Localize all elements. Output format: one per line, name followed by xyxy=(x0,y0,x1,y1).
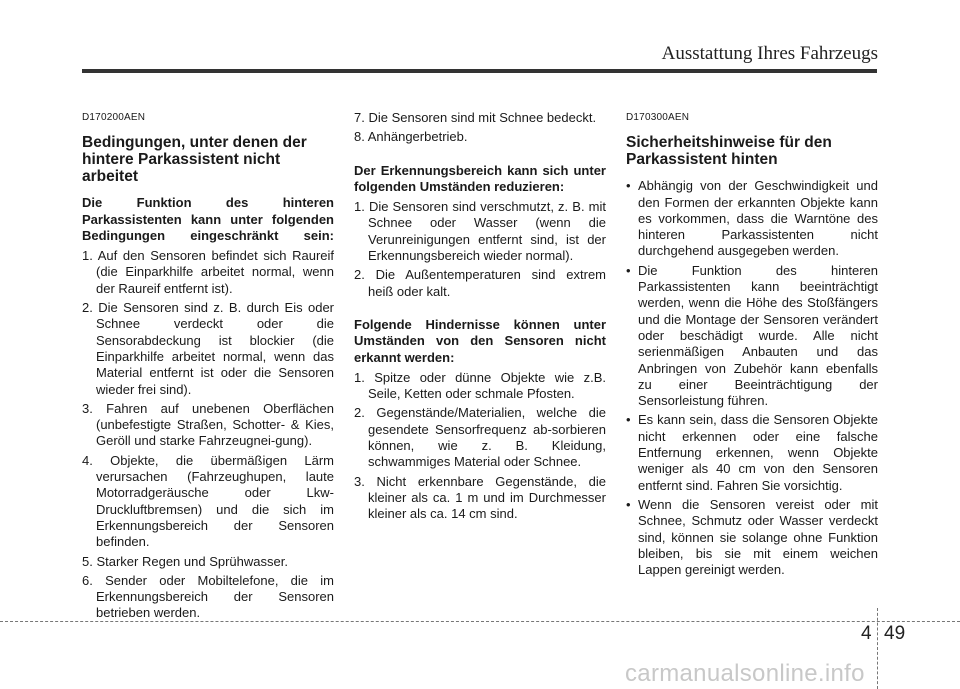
list-item: 1. Spitze oder dünne Objekte wie z.B. Seile, Ketten oder schmale Pfosten. xyxy=(354,369,606,402)
list-item: 3. Fahren auf unebenen Oberflächen (unbefestigte Straßen, Schotter- & Kies, Geröll und starke Fahrzeugnei-gung). xyxy=(82,400,334,449)
intro-text: Die Funktion des hinteren Parkassistenten kann unter folgenden Bedingungen eingeschränkt sein: xyxy=(82,195,334,243)
list-item: 2. Die Sensoren sind z. B. durch Eis oder Schnee verdeckt oder die Sensorabdeckung ist blockier (die Einparkhilfe arbeitet normal, wenn das Material entfernt ist oder die Sensoren wieder frei sind). xyxy=(82,300,334,397)
subheading-obstacles: Folgende Hindernisse können unter Umständen von den Sensoren nicht erkannt werden: xyxy=(354,316,606,365)
conditions-list-continued xyxy=(354,110,606,146)
range-list xyxy=(354,199,606,300)
section-code: D170200AEN xyxy=(82,112,146,123)
section-heading: Sicherheitshinweise für den Parkassistent hinten xyxy=(626,134,832,169)
bullet-item xyxy=(626,497,878,578)
list-item: 8. Anhängerbetrieb. xyxy=(354,129,468,145)
bullet-item xyxy=(626,263,878,410)
footer-rule xyxy=(0,621,960,622)
bullet-text: Wenn die Sensoren vereist oder mit Schnee, Schmutz oder Wasser verdeckt sind, können sie solange ohne Funktion bleiben, bis sie mit einem weichen Lappen gereinigt werden. xyxy=(638,496,878,578)
list-item: 2. Die Außentemperaturen sind extrem heiß oder kalt. xyxy=(354,267,606,299)
page-number: 49 xyxy=(884,623,906,644)
obstacles-list xyxy=(354,370,606,523)
list-item: 4. Objekte, die übermäßigen Lärm verursachen (Fahrzeughupen, laute Motorradgeräusche oder Lkw-Druckluftbremsen) und die sich im Erkennungsbereich der Sensoren befinden. xyxy=(82,452,334,550)
list-item: 2. Gegenstände/Materialien, welche die gesendete Sensorfrequenz ab-sorbieren können, wie z. B. Kleidung, schwammiges Material oder Schnee. xyxy=(354,405,606,470)
column-1 xyxy=(82,110,334,626)
chapter-number: 4 xyxy=(861,623,872,644)
bullet-item xyxy=(626,412,878,493)
bullet-text: Es kann sein, dass die Sensoren Objekte nicht erkennen oder eine falsche Entfernung erkennen, wenn Objekte weniger als 40 cm von den Sensoren entfernt sind. Fahren Sie vorsichtig. xyxy=(638,412,878,493)
footer-divider xyxy=(877,608,878,689)
safety-list xyxy=(626,178,878,578)
bullet-text: Die Funktion des hinteren Parkassistenten kann beeinträchtigt werden, wenn die Höhe des Stoßfängers und die Montage der Sensoren verändert oder beschädigt wurde. Alle nicht serienmäßigen Anbauten und das Anbringen von Zubehör kann ebenfalls zu einer Beeinträchtigung der Sensorleistung führen. xyxy=(638,262,878,409)
conditions-list xyxy=(82,248,334,622)
column-2 xyxy=(354,110,606,527)
column-3 xyxy=(626,110,878,581)
watermark: carmanualsonline.info xyxy=(625,660,865,687)
list-item: 3. Nicht erkennbare Gegenstände, die kleiner als ca. 1 m und im Durchmesser kleiner als ca. 14 cm sind. xyxy=(354,473,606,522)
bullet-item xyxy=(626,178,878,259)
list-item: 6. Sender oder Mobiltelefone, die im Erkennungsbereich der Sensoren betrieben werden. xyxy=(82,572,334,621)
list-item: 5. Starker Regen und Sprühwasser. xyxy=(82,553,288,569)
section-code: D170300AEN xyxy=(626,112,690,123)
list-item: 1. Die Sensoren sind verschmutzt, z. B. mit Schnee oder Wasser (wenn die Verunreinigungen entfernt sind, ist der Erkennungsbereich wieder normal). xyxy=(354,199,606,264)
bullet-text: Abhängig von der Geschwindigkeit und den Formen der erkannten Objekte kann es vorkommen, dass die Warntöne des hinteren Parkassistenten nicht durchgehend ausgegeben werden. xyxy=(638,178,878,259)
subheading-range: Der Erkennungsbereich kann sich unter folgenden Umständen reduzieren: xyxy=(354,162,606,194)
header-rule xyxy=(82,69,877,73)
section-heading: Bedingungen, unter denen der hintere Parkassistent nicht arbeitet xyxy=(82,134,307,186)
list-item: 7. Die Sensoren sind mit Schnee bedeckt. xyxy=(354,110,597,125)
list-item: 1. Auf den Sensoren befindet sich Raureif (die Einparkhilfe arbeitet normal, wenn der Raureif entfernt ist). xyxy=(82,248,334,296)
section-title: Ausstattung Ihres Fahrzeugs xyxy=(661,43,878,64)
